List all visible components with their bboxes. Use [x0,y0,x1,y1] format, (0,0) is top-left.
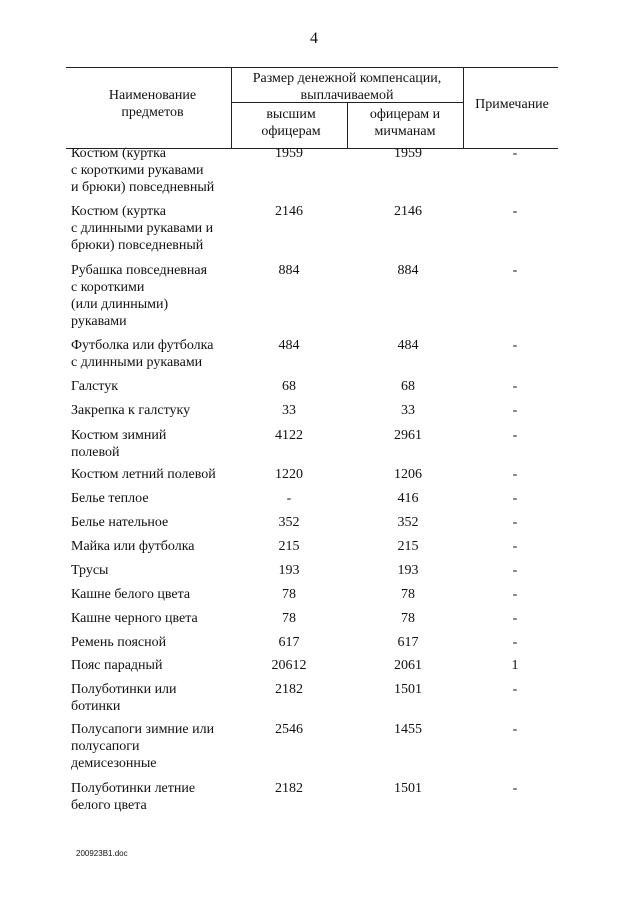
senior-officers-amount-cell: 2546 [275,722,303,737]
item-name-cell: Майка или футболка [71,539,195,554]
officers-warrant-amount-cell: 2146 [394,204,422,219]
header-note: Примечание [475,97,549,112]
officers-warrant-amount-cell: 416 [397,491,419,506]
item-name-cell: Полуботинки летние белого цвета [71,781,196,813]
officers-warrant-amount-cell: 1455 [394,722,422,737]
senior-officers-amount-cell: 33 [282,403,296,418]
officers-warrant-amount-cell: 68 [401,379,415,394]
note-cell: - [512,428,518,443]
note-cell: - [512,338,518,353]
item-name-cell: Белье теплое [71,491,149,506]
item-name-cell: Трусы [71,563,109,578]
item-name-cell: Закрепка к галстуку [71,403,191,418]
item-name-cell: Кашне белого цвета [71,587,191,602]
officers-warrant-amount-cell: 78 [401,611,415,626]
officers-warrant-amount-cell: 352 [397,515,419,530]
header-officers-warrant: офицерам и мичманам [369,107,441,139]
table-top-rule [66,67,558,68]
item-name-cell: Костюм зимний полевой [71,428,167,460]
officers-warrant-amount-cell: 2061 [394,658,422,673]
officers-warrant-amount-cell: 2961 [394,428,422,443]
note-cell: - [512,379,518,394]
note-cell: - [512,539,518,554]
senior-officers-amount-cell: 2182 [275,682,303,697]
senior-officers-amount-cell: 20612 [271,658,307,673]
senior-officers-amount-cell: 617 [278,635,300,650]
item-name-cell: Костюм (куртка с короткими рукавами и брюки) повседневный [71,146,215,195]
item-name-cell: Полусапоги зимние или полусапоги демисезонные [71,722,215,771]
officers-warrant-amount-cell: 215 [397,539,419,554]
officers-warrant-amount-cell: 33 [401,403,415,418]
note-cell: - [512,146,518,161]
item-name-cell: Кашне черного цвета [71,611,198,626]
note-cell: - [512,515,518,530]
senior-officers-amount-cell: 1220 [275,467,303,482]
officers-warrant-amount-cell: 193 [397,563,419,578]
senior-officers-amount-cell: 78 [282,611,296,626]
officers-warrant-amount-cell: 884 [397,263,419,278]
header-divider-right [463,67,464,148]
footer-filename: 200923В1.doc [76,849,128,858]
note-cell: - [512,263,518,278]
officers-warrant-amount-cell: 1959 [394,146,422,161]
header-senior-officers: высшим офицерам [261,107,321,139]
note-cell: - [512,611,518,626]
senior-officers-amount-cell: 4122 [275,428,303,443]
item-name-cell: Белье нательное [71,515,169,530]
officers-warrant-amount-cell: 617 [397,635,419,650]
header-compensation: Размер денежной компенсации, выплачиваемой [252,71,442,103]
officers-warrant-amount-cell: 1501 [394,781,422,796]
note-cell: - [512,563,518,578]
senior-officers-amount-cell: 884 [278,263,300,278]
item-name-cell: Футболка или футболка с длинными рукавами [71,338,214,370]
item-name-cell: Костюм (куртка с длинными рукавами и брюки) повседневный [71,204,214,253]
note-cell: - [512,491,518,506]
senior-officers-amount-cell: 484 [278,338,300,353]
senior-officers-amount-cell: 78 [282,587,296,602]
header-item-name: Наименование предметов [108,88,197,120]
page-number: 4 [310,30,318,47]
senior-officers-amount-cell: 2146 [275,204,303,219]
item-name-cell: Пояс парадный [71,658,163,673]
officers-warrant-amount-cell: 1501 [394,682,422,697]
senior-officers-amount-cell: 68 [282,379,296,394]
note-cell: - [512,722,518,737]
item-name-cell: Костюм летний полевой [71,467,216,482]
officers-warrant-amount-cell: 1206 [394,467,422,482]
senior-officers-amount-cell: 2182 [275,781,303,796]
header-divider-middle [347,102,348,148]
item-name-cell: Галстук [71,379,119,394]
note-cell: - [512,781,518,796]
header-divider-left [231,67,232,148]
item-name-cell: Полуботинки или ботинки [71,682,177,714]
senior-officers-amount-cell: - [286,491,292,506]
note-cell: - [512,587,518,602]
note-cell: - [512,682,518,697]
senior-officers-amount-cell: 1959 [275,146,303,161]
note-cell: 1 [511,658,519,673]
senior-officers-amount-cell: 352 [278,515,300,530]
item-name-cell: Ремень поясной [71,635,167,650]
note-cell: - [512,467,518,482]
note-cell: - [512,204,518,219]
officers-warrant-amount-cell: 78 [401,587,415,602]
senior-officers-amount-cell: 215 [278,539,300,554]
note-cell: - [512,635,518,650]
officers-warrant-amount-cell: 484 [397,338,419,353]
note-cell: - [512,403,518,418]
item-name-cell: Рубашка повседневная с короткими (или длинными) рукавами [71,263,208,329]
senior-officers-amount-cell: 193 [278,563,300,578]
